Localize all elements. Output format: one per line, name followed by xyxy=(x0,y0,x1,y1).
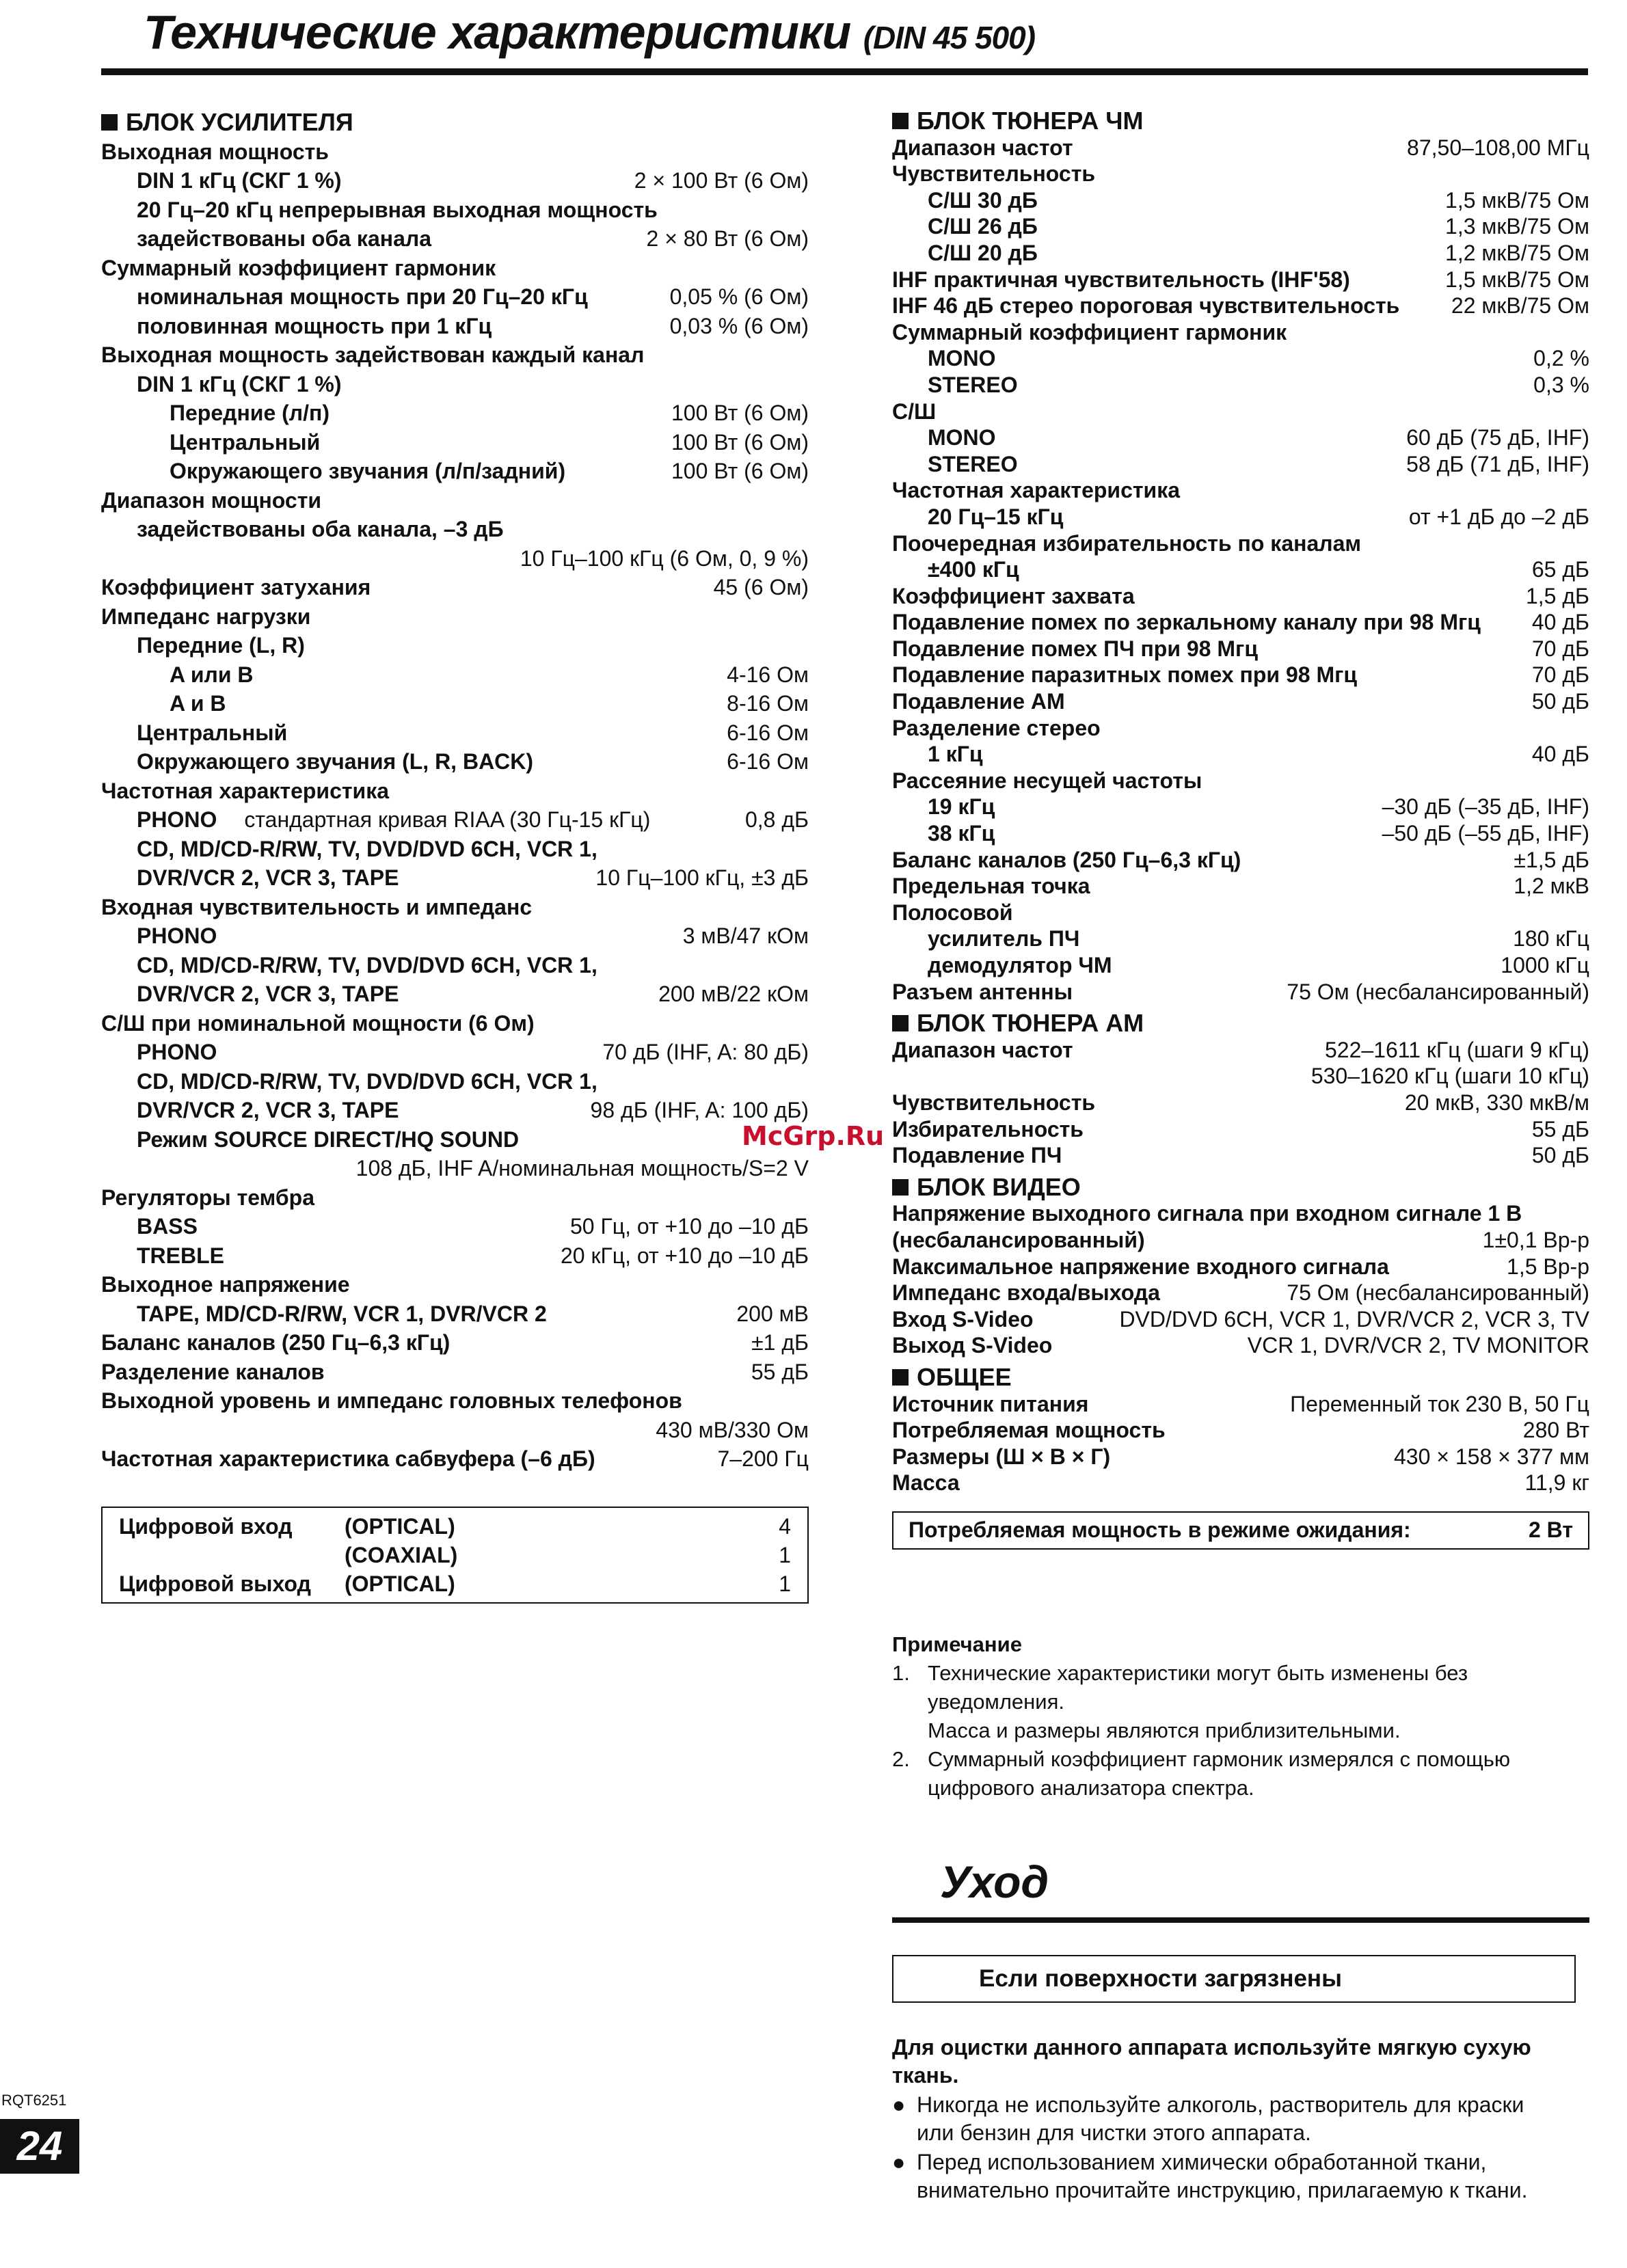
spec-row xyxy=(101,1416,809,1445)
spec-row xyxy=(101,282,809,312)
spec-value: 280 Вт xyxy=(1522,1418,1589,1443)
title-standard: (DIN 45 500) xyxy=(863,20,1036,55)
spec-value: 70 дБ xyxy=(1531,662,1589,688)
spec-label: IHF практичная чувствительность (IHF'58) xyxy=(892,267,1350,292)
spec-row xyxy=(892,715,1589,742)
spec-value: 1,5 мкВ/75 Ом xyxy=(1445,267,1589,292)
care-bullet: ● Никогда не используйте алкоголь, растворитель для краски или бензин для чистки этого аппарата. xyxy=(892,2091,1589,2147)
spec-row xyxy=(101,312,809,341)
spec-label: 20 Гц–15 кГц xyxy=(928,504,1064,529)
spec-value: 50 дБ xyxy=(1531,689,1589,714)
spec-label: CD, MD/CD-R/RW, TV, DVD/DVD 6CH, VCR 1, xyxy=(137,1068,597,1094)
bullet-dot-icon: ● xyxy=(892,2150,906,2174)
spec-label: Суммарный коэффициент гармоник xyxy=(892,319,1287,345)
spec-row xyxy=(892,1470,1589,1496)
spec-value: VCR 1, DVR/VCR 2, TV MONITOR xyxy=(1247,1333,1589,1358)
spec-label: Частотная характеристика xyxy=(892,478,1181,503)
spec-row xyxy=(101,573,809,602)
spec-row xyxy=(101,1183,809,1213)
spec-row xyxy=(101,486,809,515)
spec-value: 0,03 % (6 Ом) xyxy=(669,313,809,338)
am-spec-list xyxy=(892,1037,1589,1169)
spec-label: Входная чувствительность и импеданс xyxy=(101,894,533,919)
spec-row xyxy=(892,240,1589,267)
fm-tuner-heading: БЛОК ТЮНЕРА ЧМ xyxy=(892,108,1589,135)
spec-row xyxy=(101,1241,809,1271)
spec-value: 11,9 кг xyxy=(1524,1470,1589,1496)
spec-value: 4-16 Ом xyxy=(727,662,809,687)
spec-row xyxy=(101,1386,809,1416)
spec-label: Разделение каналов xyxy=(101,1359,325,1384)
spec-row xyxy=(101,718,809,748)
spec-label: Выход S-Video xyxy=(892,1333,1053,1358)
spec-label: 20 Гц–20 кГц непрерывная выходная мощность xyxy=(137,197,658,222)
spec-row xyxy=(101,1096,809,1125)
spec-label: Предельная точка xyxy=(892,874,1090,899)
spec-value: 0,05 % (6 Ом) xyxy=(669,284,809,309)
spec-label: PHONO xyxy=(137,923,217,948)
spec-value: 55 дБ xyxy=(751,1359,809,1384)
spec-value: –30 дБ (–35 дБ, IHF) xyxy=(1382,794,1589,820)
spec-row xyxy=(892,873,1589,900)
video-heading: БЛОК ВИДЕО xyxy=(892,1174,1589,1201)
spec-value: 2 × 80 Вт (6 Ом) xyxy=(646,226,809,251)
watermark: McGrp.Ru xyxy=(742,1121,885,1151)
spec-label: ±400 кГц xyxy=(928,557,1019,582)
spec-label: TREBLE xyxy=(137,1243,224,1268)
spec-label: Максимальное напряжение входного сигнала xyxy=(892,1254,1389,1279)
spec-label: PHONO xyxy=(137,1040,217,1064)
spec-value: 1,2 мкВ xyxy=(1514,874,1589,899)
spec-value: 8-16 Ом xyxy=(727,691,809,716)
spec-value: 430 мВ/330 Ом xyxy=(656,1417,809,1442)
spec-label: MONO xyxy=(928,346,996,371)
spec-label: Диапазон мощности xyxy=(101,487,322,513)
tuner-specs-column xyxy=(892,108,1589,1550)
spec-label: С/Ш xyxy=(892,399,937,424)
square-bullet-icon xyxy=(101,114,118,131)
spec-row xyxy=(892,741,1589,768)
spec-row xyxy=(892,161,1589,187)
spec-label: Подавление помех ПЧ при 98 Мгц xyxy=(892,636,1259,661)
spec-row xyxy=(892,319,1589,346)
spec-value: 75 Ом (несбалансированный) xyxy=(1287,1280,1589,1306)
spec-row xyxy=(892,794,1589,820)
title-rule xyxy=(101,68,1588,75)
spec-value: 50 дБ xyxy=(1531,1143,1589,1168)
spec-row xyxy=(892,504,1589,530)
spec-label: Передние (L, R) xyxy=(137,633,305,658)
spec-value: 1000 кГц xyxy=(1501,953,1589,977)
spec-label: A и B xyxy=(170,691,226,716)
spec-label: Диапазон частот xyxy=(892,135,1073,160)
spec-value: 40 дБ xyxy=(1531,742,1589,767)
spec-value: 65 дБ xyxy=(1531,557,1589,582)
spec-row xyxy=(892,424,1589,451)
spec-value: 0,2 % xyxy=(1533,346,1589,371)
spec-label: DIN 1 кГц (СКГ 1 %) xyxy=(137,371,342,396)
spec-row xyxy=(892,372,1589,399)
spec-value: 200 мВ/22 кОм xyxy=(658,982,809,1006)
spec-label: PHONO xyxy=(137,807,217,832)
spec-row xyxy=(101,660,809,690)
spec-note: стандартная кривая RIAA (30 Гц-15 кГц) xyxy=(244,807,651,832)
spec-row xyxy=(101,137,809,167)
spec-label: Окружающего звучания (L, R, BACK) xyxy=(137,749,534,774)
spec-value: 22 мкВ/75 Ом xyxy=(1451,293,1589,319)
square-bullet-icon xyxy=(892,1369,909,1386)
spec-value: 40 дБ xyxy=(1531,610,1589,635)
spec-label: (несбалансированный) xyxy=(892,1227,1145,1252)
spec-label: Избирательность xyxy=(892,1116,1084,1142)
spec-row xyxy=(892,952,1589,979)
spec-row xyxy=(892,1280,1589,1306)
page-title xyxy=(144,5,1036,59)
spec-label: TAPE, MD/CD-R/RW, VCR 1, DVR/VCR 2 xyxy=(137,1301,547,1326)
spec-label: Выходное напряжение xyxy=(101,1272,350,1297)
spec-label: STEREO xyxy=(928,451,1018,476)
spec-row xyxy=(101,747,809,777)
care-rule xyxy=(892,1917,1589,1923)
spec-row xyxy=(101,224,809,254)
spec-value: 58 дБ (71 дБ, IHF) xyxy=(1406,451,1589,476)
spec-value: 10 Гц–100 кГц, ±3 дБ xyxy=(595,865,809,890)
spec-label: Размеры (Ш × В × Г) xyxy=(892,1444,1111,1469)
spec-value: 20 мкВ, 330 мкВ/м xyxy=(1404,1090,1589,1115)
spec-row xyxy=(892,530,1589,557)
spec-label: Режим SOURCE DIRECT/HQ SOUND xyxy=(137,1126,520,1152)
note-section xyxy=(892,1630,1589,1803)
spec-row xyxy=(101,1038,809,1067)
spec-row xyxy=(892,847,1589,874)
spec-label: Регуляторы тембра xyxy=(101,1185,315,1210)
spec-label: Полосовой xyxy=(892,900,1013,925)
spec-value: 1±0,1 Вр-р xyxy=(1482,1227,1589,1252)
spec-value: 3 мВ/47 кОм xyxy=(682,923,809,948)
spec-row xyxy=(892,187,1589,214)
spec-value: 522–1611 кГц (шаги 9 кГц) xyxy=(1325,1037,1589,1062)
spec-value: 60 дБ (75 дБ, IHF) xyxy=(1406,425,1589,450)
spec-row xyxy=(101,1212,809,1241)
spec-value: 430 × 158 × 377 мм xyxy=(1394,1444,1589,1469)
spec-value: 0,3 % xyxy=(1533,372,1589,397)
spec-row xyxy=(892,1444,1589,1470)
spec-row xyxy=(892,399,1589,425)
spec-value: 10 Гц–100 кГц (6 Ом, 0, 9 %) xyxy=(520,545,809,571)
square-bullet-icon xyxy=(892,1015,909,1031)
note-title: Примечание xyxy=(892,1632,1022,1656)
spec-label: задействованы оба канала, –3 дБ xyxy=(137,517,504,541)
spec-label: A или B xyxy=(170,662,254,687)
note-item: 2. Суммарный коэффициент гармоник измерялся с помощью цифрового анализатора спектра. xyxy=(892,1747,1511,1800)
spec-label: Выходной уровень и импеданс головных телефонов xyxy=(101,1388,682,1413)
digital-io-box xyxy=(101,1507,809,1604)
spec-label: С/Ш при номинальной мощности (6 Ом) xyxy=(101,1010,535,1036)
spec-label: Выходная мощность xyxy=(101,139,329,164)
spec-value: 1,5 дБ xyxy=(1525,583,1589,608)
spec-value: 0,8 дБ xyxy=(744,807,809,832)
spec-row xyxy=(892,451,1589,478)
spec-row xyxy=(101,980,809,1009)
spec-row xyxy=(101,195,809,225)
spec-label: Подавление помех по зеркальному каналу при 98 Мгц xyxy=(892,610,1481,635)
spec-label: Поочередная избирательность по каналам xyxy=(892,530,1362,556)
spec-row xyxy=(892,1332,1589,1359)
spec-label: BASS xyxy=(137,1214,198,1239)
care-box: Если поверхности загрязнены xyxy=(892,1955,1576,2003)
spec-row xyxy=(101,777,809,806)
spec-row xyxy=(892,1417,1589,1444)
spec-label: Чувствительность xyxy=(892,161,1096,187)
spec-label: Напряжение выходного сигнала при входном сигнале 1 В xyxy=(892,1201,1522,1226)
spec-value: 200 мВ xyxy=(736,1301,809,1326)
spec-row xyxy=(892,293,1589,319)
video-spec-list xyxy=(892,1200,1589,1359)
spec-label: Рассеяние несущей частоты xyxy=(892,768,1202,793)
spec-label: Коэффициент захвата xyxy=(892,583,1135,608)
spec-label: 38 кГц xyxy=(928,821,995,846)
am-tuner-heading: БЛОК ТЮНЕРА AM xyxy=(892,1010,1589,1037)
spec-label: DVR/VCR 2, VCR 3, TAPE xyxy=(137,1098,399,1122)
spec-row xyxy=(892,583,1589,610)
spec-row xyxy=(101,1154,809,1183)
spec-label: Источник питания xyxy=(892,1391,1089,1416)
spec-label: 19 кГц xyxy=(928,794,995,820)
spec-row xyxy=(101,689,809,718)
spec-row xyxy=(101,1299,809,1329)
spec-row xyxy=(892,556,1589,583)
fm-spec-list xyxy=(892,135,1589,1005)
amplifier-heading: БЛОК УСИЛИТЕЛЯ xyxy=(101,108,809,137)
spec-value: 1,2 мкВ/75 Ом xyxy=(1445,240,1589,265)
spec-label: Подавление паразитных помех при 98 Мгц xyxy=(892,662,1358,688)
spec-row xyxy=(892,768,1589,794)
spec-value: 75 Ом (несбалансированный) xyxy=(1287,979,1589,1004)
spec-value: 70 дБ (IHF, A: 80 дБ) xyxy=(602,1040,809,1064)
spec-value: 100 Вт (6 Ом) xyxy=(671,401,809,425)
spec-value: 530–1620 кГц (шаги 10 кГц) xyxy=(1310,1064,1589,1089)
spec-label: демодулятор ЧМ xyxy=(928,953,1112,977)
spec-row xyxy=(892,1063,1589,1090)
spec-label: Частотная характеристика xyxy=(101,778,390,803)
spec-value: 100 Вт (6 Ом) xyxy=(671,459,809,483)
spec-label: Передние (л/п) xyxy=(170,401,330,425)
spec-row xyxy=(101,893,809,922)
spec-row xyxy=(892,1254,1589,1280)
spec-value: 180 кГц xyxy=(1513,926,1589,951)
spec-label: Центральный xyxy=(170,429,321,455)
spec-value: Переменный ток 230 В, 50 Гц xyxy=(1290,1391,1589,1416)
spec-row xyxy=(892,636,1589,662)
note-item: 1. Технические характеристики могут быть изменены без уведомления. Масса и размеры являются приблизительными. xyxy=(892,1661,1468,1742)
spec-row xyxy=(892,688,1589,715)
spec-row xyxy=(101,1328,809,1358)
spec-label: Выходная мощность задействован каждый канал xyxy=(101,342,645,367)
square-bullet-icon xyxy=(892,1179,909,1196)
spec-label: усилитель ПЧ xyxy=(928,926,1080,951)
spec-label: Центральный xyxy=(137,720,288,745)
spec-label: Импеданс нагрузки xyxy=(101,604,311,629)
general-spec-list xyxy=(892,1391,1589,1496)
spec-row xyxy=(892,1142,1589,1169)
spec-label: номинальная мощность при 20 Гц–20 кГц xyxy=(137,284,588,309)
page-number: 24 xyxy=(0,2119,79,2174)
spec-row xyxy=(892,1116,1589,1143)
spec-label: Вход S-Video xyxy=(892,1306,1034,1332)
spec-label: Разъем антенны xyxy=(892,979,1073,1004)
standby-power-box: Потребляемая мощность в режиме ожидания: 2 Вт xyxy=(892,1511,1589,1550)
spec-label: С/Ш 20 дБ xyxy=(928,240,1038,265)
spec-row xyxy=(892,1227,1589,1254)
spec-value: от +1 дБ до –2 дБ xyxy=(1408,504,1589,529)
care-title: Уход xyxy=(940,1857,1049,1907)
spec-value: ±1 дБ xyxy=(751,1330,809,1355)
spec-value: 87,50–108,00 МГц xyxy=(1407,135,1589,160)
spec-value: –50 дБ (–55 дБ, IHF) xyxy=(1382,821,1589,846)
spec-label: MONO xyxy=(928,425,996,450)
spec-label: Частотная характеристика сабвуфера (–6 дБ) xyxy=(101,1446,595,1471)
spec-row xyxy=(892,267,1589,293)
spec-label: Чувствительность xyxy=(892,1090,1096,1115)
spec-row xyxy=(101,1067,809,1096)
spec-row xyxy=(892,1200,1589,1227)
spec-row xyxy=(892,213,1589,240)
spec-row xyxy=(101,1270,809,1299)
spec-row xyxy=(101,544,809,573)
spec-row xyxy=(892,135,1589,161)
spec-value: 1,3 мкВ/75 Ом xyxy=(1445,214,1589,239)
amplifier-specs-column xyxy=(101,108,809,1604)
spec-row xyxy=(101,1009,809,1038)
spec-label: Баланс каналов (250 Гц–6,3 кГц) xyxy=(101,1330,451,1355)
spec-value: 6-16 Ом xyxy=(727,720,809,745)
spec-label: задействованы оба канала xyxy=(137,226,431,251)
spec-value: 2 × 100 Вт (6 Ом) xyxy=(634,168,809,193)
spec-value: DVD/DVD 6CH, VCR 1, DVR/VCR 2, VCR 3, TV xyxy=(1119,1306,1589,1332)
spec-row xyxy=(101,1358,809,1387)
model-code: RQT6251 xyxy=(1,2092,67,2109)
spec-value: 55 дБ xyxy=(1531,1116,1589,1142)
spec-row xyxy=(101,835,809,864)
spec-row xyxy=(101,921,809,951)
spec-label: Диапазон частот xyxy=(892,1037,1073,1062)
spec-row xyxy=(892,477,1589,504)
spec-row xyxy=(101,370,809,399)
spec-label: Масса xyxy=(892,1470,960,1496)
spec-row xyxy=(892,1090,1589,1116)
title-main: Технические характеристики xyxy=(144,5,851,59)
spec-row xyxy=(101,602,809,632)
spec-row xyxy=(101,340,809,370)
spec-label: Баланс каналов (250 Гц–6,3 кГц) xyxy=(892,847,1241,872)
spec-row xyxy=(892,609,1589,636)
spec-label: Потребляемая мощность xyxy=(892,1418,1166,1443)
spec-value: 70 дБ xyxy=(1531,636,1589,661)
spec-value: 45 (6 Ом) xyxy=(713,575,809,599)
spec-row xyxy=(101,805,809,835)
spec-value: 1,5 Вр-р xyxy=(1507,1254,1589,1279)
spec-label: Разделение стерео xyxy=(892,715,1101,740)
spec-row xyxy=(101,1125,809,1155)
spec-value: 7–200 Гц xyxy=(717,1446,809,1471)
spec-row xyxy=(892,662,1589,688)
spec-value: 98 дБ (IHF, A: 100 дБ) xyxy=(590,1098,809,1122)
digital-io-row: (COAXIAL) 1 xyxy=(345,1542,791,1567)
spec-row xyxy=(892,345,1589,372)
care-instructions: Для оцистки данного аппарата используйте мягкую сухую ткань. ● Никогда не используйте алкоголь, растворитель для краски или бензин для чистки этого аппарата. ● Перед использованием химически обработанной ткани, внимательно прочитайте инструкцию, прилагаемую к ткани. xyxy=(892,2034,1589,2204)
spec-value: 1,5 мкВ/75 Ом xyxy=(1445,187,1589,213)
spec-label: С/Ш 26 дБ xyxy=(928,214,1038,239)
spec-row xyxy=(101,428,809,457)
general-heading: ОБЩЕЕ xyxy=(892,1364,1589,1391)
spec-label: STEREO xyxy=(928,372,1018,397)
spec-row xyxy=(101,951,809,980)
spec-label: С/Ш 30 дБ xyxy=(928,187,1038,213)
spec-row xyxy=(101,1444,809,1474)
spec-label: IHF 46 дБ стерео пороговая чувствительность xyxy=(892,293,1400,319)
amplifier-spec-list xyxy=(101,137,809,1474)
spec-row xyxy=(101,457,809,486)
spec-label: DIN 1 кГц (СКГ 1 %) xyxy=(137,168,342,193)
spec-label: Импеданс входа/выхода xyxy=(892,1280,1160,1306)
spec-label: Окружающего звучания (л/п/задний) xyxy=(170,459,566,483)
spec-label: CD, MD/CD-R/RW, TV, DVD/DVD 6CH, VCR 1, xyxy=(137,836,597,861)
spec-row xyxy=(892,979,1589,1005)
spec-label: половинная мощность при 1 кГц xyxy=(137,313,492,338)
bullet-dot-icon: ● xyxy=(892,2092,906,2117)
spec-label: Суммарный коэффициент гармоник xyxy=(101,255,496,280)
spec-row xyxy=(892,1037,1589,1064)
spec-label: DVR/VCR 2, VCR 3, TAPE xyxy=(137,865,399,890)
spec-label: Подавление AM xyxy=(892,689,1065,714)
spec-value: 50 Гц, от +10 до –10 дБ xyxy=(569,1214,809,1239)
digital-io-row: Цифровой выход (OPTICAL) 1 xyxy=(119,1571,791,1596)
spec-row xyxy=(101,254,809,283)
spec-value: 100 Вт (6 Ом) xyxy=(671,429,809,455)
spec-row xyxy=(892,1391,1589,1418)
spec-value: 6-16 Ом xyxy=(727,749,809,774)
spec-label: Подавление ПЧ xyxy=(892,1143,1062,1168)
spec-label: Коэффициент затухания xyxy=(101,575,371,599)
spec-label: CD, MD/CD-R/RW, TV, DVD/DVD 6CH, VCR 1, xyxy=(137,952,597,977)
spec-label: 1 кГц xyxy=(928,742,983,767)
spec-row xyxy=(892,820,1589,847)
square-bullet-icon xyxy=(892,113,909,129)
spec-row xyxy=(892,900,1589,926)
spec-row xyxy=(892,1306,1589,1333)
spec-value: 108 дБ, IHF A/номинальная мощность/S=2 V xyxy=(355,1156,809,1180)
spec-row xyxy=(101,166,809,195)
spec-value: 20 кГц, от +10 до –10 дБ xyxy=(560,1243,809,1268)
digital-io-row: Цифровой вход (OPTICAL) 4 xyxy=(119,1513,791,1539)
spec-value: ±1,5 дБ xyxy=(1514,847,1589,872)
spec-row xyxy=(101,515,809,544)
spec-row xyxy=(101,631,809,660)
care-bullet: ● Перед использованием химически обработанной ткани, внимательно прочитайте инструкцию, прилагаемую к ткани. xyxy=(892,2148,1589,2204)
spec-row xyxy=(101,863,809,893)
spec-label: DVR/VCR 2, VCR 3, TAPE xyxy=(137,982,399,1006)
spec-row xyxy=(101,399,809,428)
spec-row xyxy=(892,926,1589,952)
